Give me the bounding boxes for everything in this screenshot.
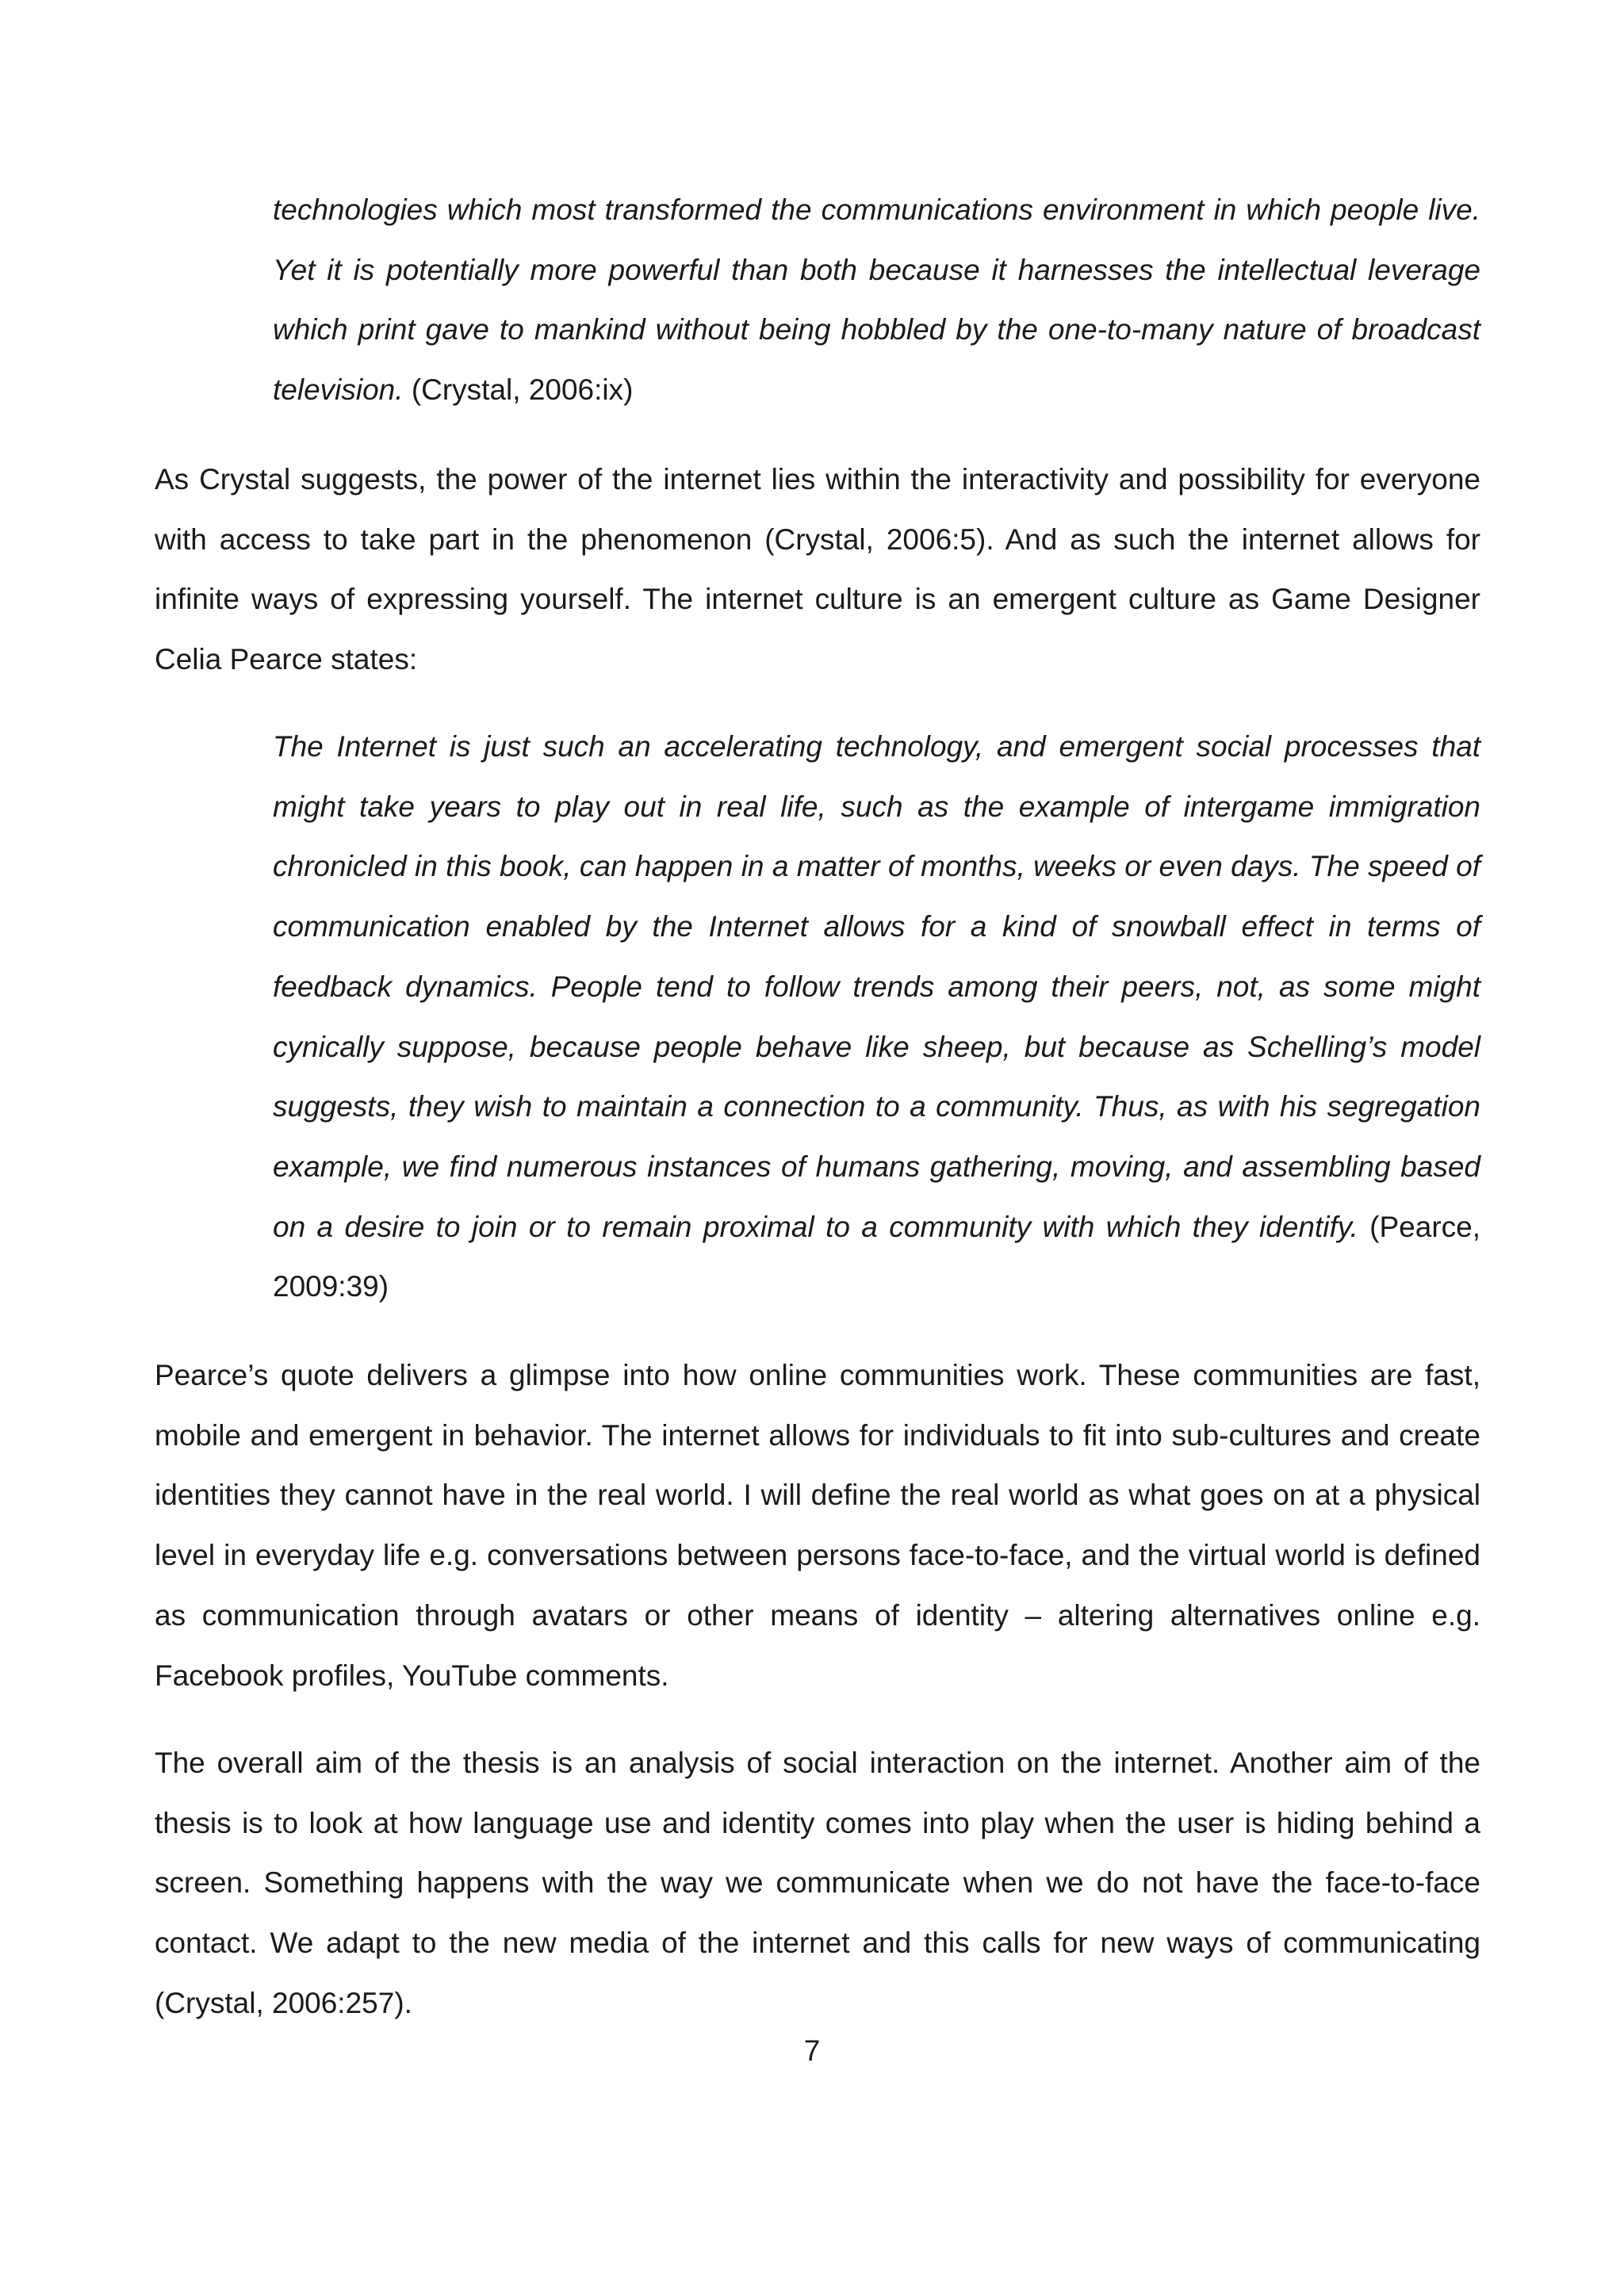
block-quote-crystal xyxy=(273,180,1480,420)
quote-text: The Internet is just such an accelerating technology, and emergent social processes that might take years to play out in real life, such as the example of intergame immigration chronicled in this book, can happen in a matter of months, weeks or even days. The speed of communication enabled by the Internet allows for a kind of snowball effect in terms of feedback dynamics. People tend to follow trends among their peers, not, as some might cynically suppose, because people behave like sheep, but because as Schelling’s model suggests, they wish to maintain a connection to a community. Thus, as with his segregation example, we find numerous instances of humans gathering, moving, and assembling based on a desire to join or to remain proximal to a community with which they identify. xyxy=(273,730,1480,1243)
quote-citation: (Pearce, 2009:39) xyxy=(273,1210,1481,1303)
quote-text: technologies which most transformed the communications environment in which people live. Yet it is potentially more powerful than both because it harnesses the intellectual leverage which print gave to mankind without being hobbled by the one-to-many nature of broadcast television. xyxy=(273,193,1480,407)
quote-citation: (Crystal, 2006:ix) xyxy=(411,373,634,407)
body-paragraph-3: The overall aim of the thesis is an analysis of social interaction on the internet. Another aim of the thesis is to look at how language use and identity comes into play when the user is hiding behind a screen. Something happens with the way we communicate when we do not have the face-to-face contact. We adapt to the new media of the internet and this calls for new ways of communicating (Crystal, 2006:257). xyxy=(155,1747,1480,2019)
body-paragraph-2: Pearce’s quote delivers a glimpse into how online communities work. These communities are fast, mobile and emergent in behavior. The internet allows for individuals to fit into sub-cultures and create identities they cannot have in the real world. I will define the real world as what goes on at a physical level in everyday life e.g. conversations between persons face-to-face, and the virtual world is defined as communication through avatars or other means of identity – altering alternatives online e.g. Facebook profiles, YouTube comments. xyxy=(155,1359,1480,1692)
block-quote-pearce xyxy=(273,717,1480,1317)
page-number: 7 xyxy=(803,2034,821,2067)
body-paragraph-1: As Crystal suggests, the power of the internet lies within the interactivity and possibility for everyone with access to take part in the phenomenon (Crystal, 2006:5). And as such the internet allows for infinite ways of expressing yourself. The internet culture is an emergent culture as Game Designer Celia Pearce states: xyxy=(155,463,1480,676)
